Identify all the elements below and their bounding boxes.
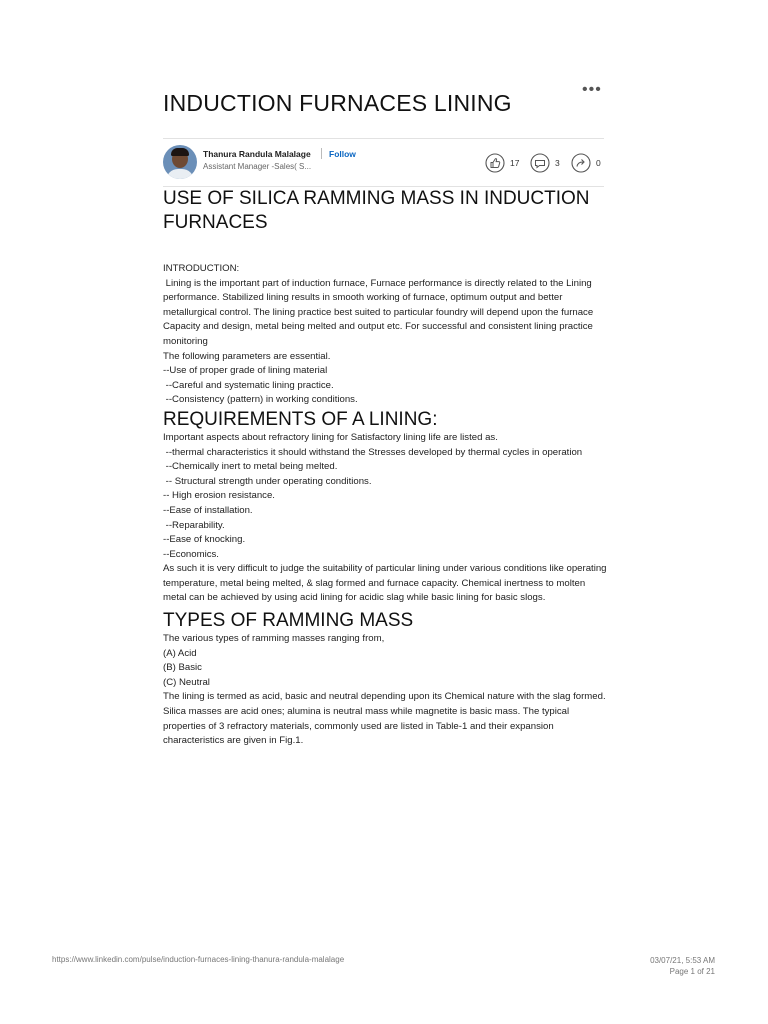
requirements-heading: REQUIREMENTS OF A LINING:	[163, 408, 438, 430]
comment-icon	[530, 153, 550, 173]
author-bar	[163, 145, 604, 181]
comment-count: 3	[555, 158, 560, 168]
more-options-icon[interactable]: •••	[582, 81, 602, 98]
share-count: 0	[596, 158, 601, 168]
share-stat[interactable]	[571, 153, 601, 173]
like-icon	[485, 153, 505, 173]
intro-paragraph: INTRODUCTION: Lining is the important part of induction furnace, Furnace performance is directly related to the Lining performance. Stabilized lining results in smooth working of furnace, optimum output and better metallurgical control. The lining practice best suited to particular foundry will depend upon the furnace Capacity and design, metal being melted and output etc. For successful and consistent lining practice monitoring The following parameters are essential. --Use of proper grade of lining material --Careful and systematic lining practice. --Consistency (pattern) in working conditions.	[163, 263, 594, 406]
author-role: Assistant Manager -Sales( S...	[203, 162, 312, 171]
share-icon	[571, 153, 591, 173]
like-count: 17	[510, 158, 520, 168]
footer-url: https://www.linkedin.com/pulse/induction-furnaces-lining-thanura-randula-malalage	[52, 955, 345, 964]
types-paragraph: The various types of ramming masses ranging from, (A) Acid (B) Basic (C) Neutral The lining is termed as acid, basic and neutral depending upon its Chemical nature with the slag formed. Silica masses are acid ones; alumina is neutral mass while magnetite is basic mass. The typical properties of 3 refractory materials, commonly used are listed in Table-1 and their expansion characteristics are given in Fig.1.	[163, 633, 606, 747]
divider	[163, 138, 604, 139]
footer-meta	[650, 955, 715, 977]
article-heading: USE OF SILICA RAMMING MASS IN INDUCTION FURNACES	[163, 188, 590, 233]
like-stat[interactable]	[485, 153, 519, 173]
article-title: INDUCTION FURNACES LINING	[163, 90, 512, 116]
follow-button[interactable]: Follow	[329, 149, 356, 159]
comment-stat[interactable]	[530, 153, 560, 173]
footer-page-number: Page 1 of 21	[669, 967, 715, 976]
article-body	[163, 185, 608, 749]
footer-datetime: 03/07/21, 5:53 AM	[650, 956, 715, 965]
types-heading: TYPES OF RAMMING MASS	[163, 610, 414, 632]
avatar[interactable]	[163, 145, 197, 179]
requirements-paragraph: Important aspects about refractory lining for Satisfactory lining life are listed as. --thermal characteristics it should withstand the Stresses developed by thermal cycles in operation --Chemically inert to metal being melted. -- Structural strength under operating conditions. -- High erosion resistance. --Ease of installation. --Reparability. --Ease of knocking. --Economics. As such it is very difficult to judge the suitability of particular lining under various conditions like operating temperature, metal being melted, & slag formed and furnace capacity. Chemical inertness to molten metal can be achieved by using acid lining for acidic slag while basic lining for basic slogs.	[163, 431, 607, 604]
separator	[321, 148, 322, 159]
author-name[interactable]: Thanura Randula Malalage	[203, 149, 311, 159]
